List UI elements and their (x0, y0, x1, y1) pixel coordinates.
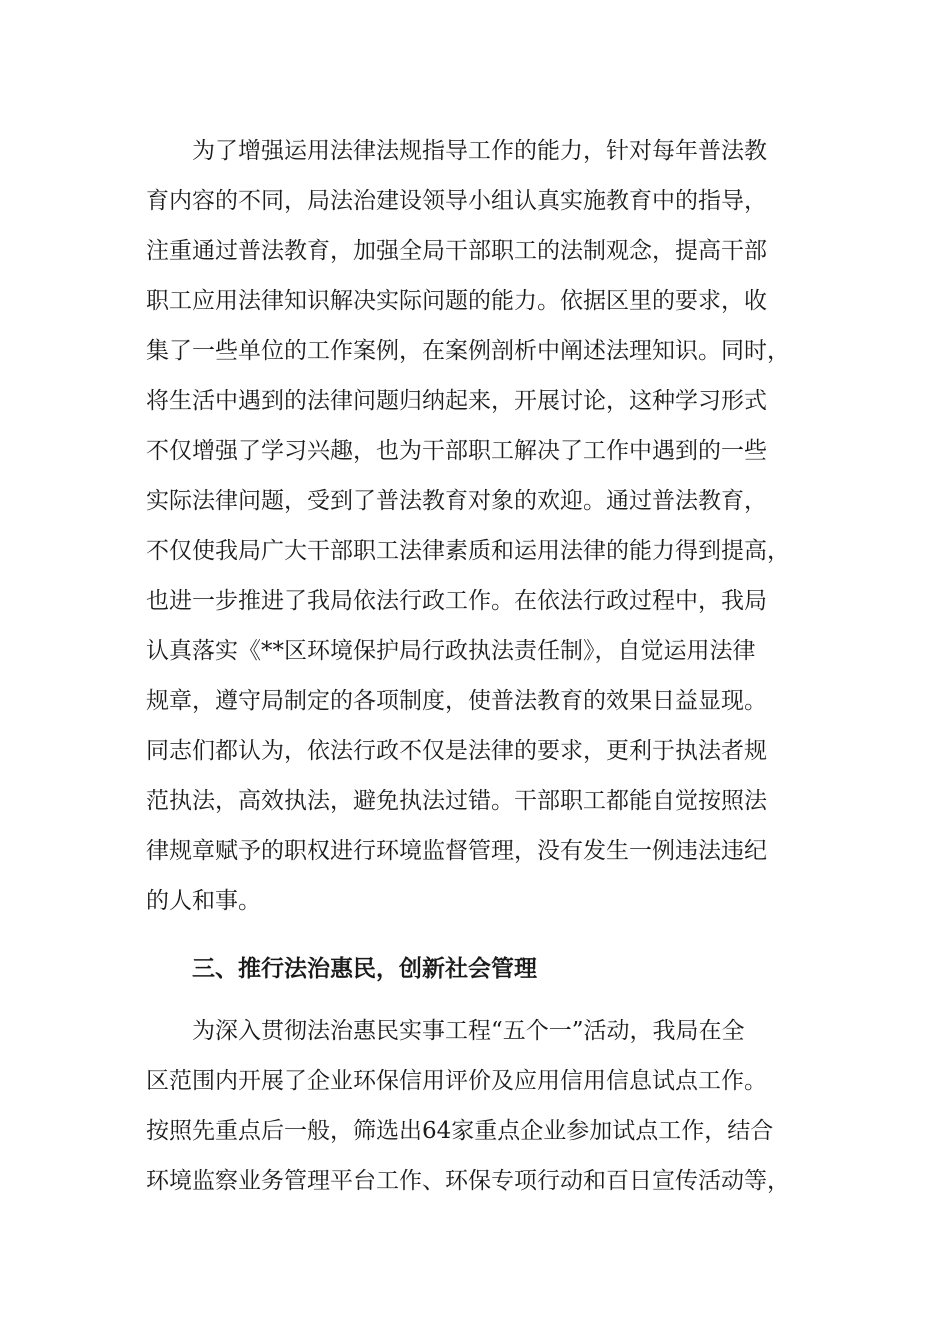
section-heading: 三、推行法治惠民，创新社会管理 (192, 956, 537, 982)
text-line: 认真落实《**区环境保护局行政执法责任制》，自觉运用法律 (146, 638, 756, 664)
text-line: 范执法，高效执法，避免执法过错。干部职工都能自觉按照法 (146, 788, 767, 814)
text-line: 按照先重点后一般，筛选出64家重点企业参加试点工作，结合 (146, 1118, 774, 1144)
text-line: 将生活中遇到的法律问题归纳起来，开展讨论，这种学习形式 (146, 388, 767, 414)
text-line: 育内容的不同，局法治建设领导小组认真实施教育中的指导， (146, 188, 767, 214)
text-line: 注重通过普法教育，加强全局干部职工的法制观念，提高干部 (146, 238, 767, 264)
text-line: 为了增强运用法律法规指导工作的能力，针对每年普法教 (192, 138, 767, 164)
paragraph-legal-education (146, 126, 806, 926)
document-body (146, 126, 806, 1206)
paragraph-rule-of-law (146, 1006, 806, 1206)
text-line: 环境监察业务管理平台工作、环保专项行动和百日宣传活动等， (146, 1168, 790, 1194)
text-line: 实际法律问题，受到了普法教育对象的欢迎。通过普法教育， (146, 488, 767, 514)
text-line: 为深入贯彻法治惠民实事工程“五个一”活动，我局在全 (192, 1018, 745, 1044)
text-line: 不仅增强了学习兴趣，也为干部职工解决了工作中遇到的一些 (146, 438, 767, 464)
text-line: 同志们都认为，依法行政不仅是法律的要求，更利于执法者规 (146, 738, 767, 764)
text-line: 不仅使我局广大干部职工法律素质和运用法律的能力得到提高， (146, 538, 790, 564)
text-line: 也进一步推进了我局依法行政工作。在依法行政过程中，我局 (146, 588, 767, 614)
text-line: 律规章赋予的职权进行环境监督管理，没有发生一例违法违纪 (146, 838, 767, 864)
text-line: 集了一些单位的工作案例，在案例剖析中阐述法理知识。同时， (146, 338, 790, 364)
text-line: 的人和事。 (146, 888, 261, 914)
text-line: 职工应用法律知识解决实际问题的能力。依据区里的要求，收 (146, 288, 767, 314)
text-line: 规章，遵守局制定的各项制度，使普法教育的效果日益显现。 (146, 688, 767, 714)
text-line: 区范围内开展了企业环保信用评价及应用信用信息试点工作。 (146, 1068, 767, 1094)
paragraph-gap (146, 926, 806, 933)
